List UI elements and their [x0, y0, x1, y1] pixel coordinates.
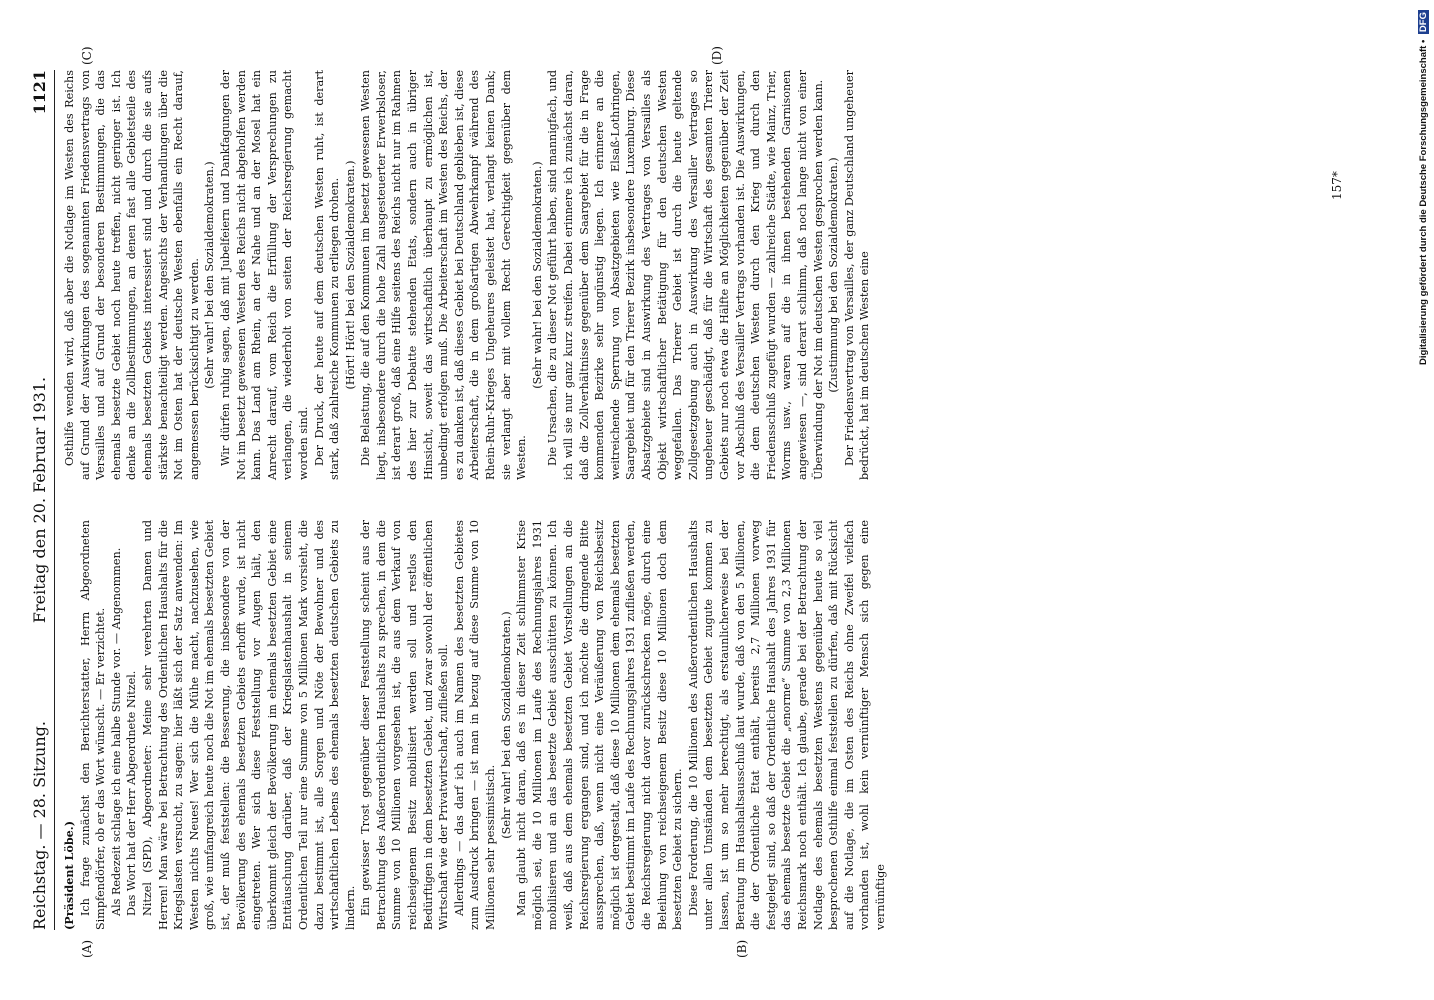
paragraph: Der Friedensvertrag von Versailles, der ganz Deutschland ungeheuer bedrückt, hat im deutschen Westen eine — [842, 70, 872, 480]
interjection: (Sehr wahr! bei den Sozialdemokraten.) — [530, 161, 544, 389]
speaker-heading: (Präsident Löbe.) — [62, 821, 76, 930]
page-header — [30, 70, 54, 930]
header-left: Reichstag. — 28. Sitzung. — [30, 721, 49, 930]
paragraph: Allerdings — das darf ich auch im Namen des besetzten Gebietes zum Ausdruck bringen — ist man in bezug auf diese Summe von 10 Millionen sehr pessimistisch. — [452, 520, 498, 930]
page-number: 1121 — [30, 70, 49, 115]
margin-mark-d: (D) — [710, 46, 724, 65]
paragraph: Das Wort hat der Herr Abgeordnete Nitzel. — [125, 670, 139, 916]
paragraph: Nitzel (SPD), Abgeordneter: Meine sehr verehrten Damen und Herren! Man wäre bei Betrachtung des Ordentlichen Haushalts für die Kriegslasten versucht, zu sagen: hier läßt sich der Satz anwenden: Im Westen nichts Neues! Wer sich die Mühe macht, nachzusehen, wie groß, wie umfangreich heute noch die Not im ehemals besetzten Gebiet ist, der muß feststellen: die Besserung, die insbesondere von der Bevölkerung des ehemals besetzten Gebiets erhofft wurde, ist nicht eingetreten. Wer sich diese Feststellung vor Augen hält, den überkommt gleich der Bevölkerung im ehemals besetzten Gebiet eine Enttäuschung darüber, daß der Kriegslastenhaushalt in seinem Ordentlichen Teil nur eine Summe von 5 Millionen Mark vorsieht, die dazu bestimmt ist, alle Sorgen und Nöte der Bewohner und des wirtschaftlichen Lebens des ehemals besetzten deutschen Gebiets zu lindern. — [140, 520, 357, 930]
margin-mark-a: (A) — [80, 939, 94, 958]
paragraph: Man glaubt nicht daran, daß es in dieser Zeit schlimmster Krise möglich sei, die 10 Millionen im Laufe des Rechnungsjahres 1931 mobilisieren und an das besetzte Gebiet ausschütten zu können. Ich weiß, daß aus dem ehemals besetzten Gebiet Vorstellungen an die Reichsregierung ergangen sind, und ich möchte die dringende Bitte aussprechen, daß, wenn nicht eine Veräußerung von Reichsbesitz möglich ist dergestalt, daß diese 10 Millionen dem ehemals besetzten Gebiet bestimmt im Laufe des Rechnungsjahres 1931 zufließen werden, die Reichsregierung nicht davor zurückschrecken möge, durch eine Beleihung von reichseigenem Besitz diese 10 Millionen doch dem besetzten Gebiet zu sichern. — [515, 520, 685, 930]
dfg-logo: DFG — [1418, 12, 1429, 33]
paragraph: Osthilfe wenden wird, daß aber die Notlage im Westen des Reichs auf Grund der Auswirkungen des sogenannten Friedensvertrags von Versailles und auf Grund der besonderen Bestimmungen, die das ehemals besetzte Gebiet noch heute treffen, nicht geringer ist. Ich denke an die Zollbestimmungen, an denen fast alle Gebietsteile des ehemals besetzten Gebiets interessiert sind und durch die sie aufs stärkste benachteiligt werden. Angesichts der Verhandlungen über die Not im Osten hat der deutsche Westen ebenfalls ein Recht darauf, angemessen berücksichtigt zu werden. — [63, 70, 201, 480]
paragraph: Als Redezeit schlage ich eine halbe Stunde vor. — Angenommen. — [109, 547, 123, 916]
header-rule — [54, 70, 55, 930]
margin-mark-b: (B) — [735, 939, 749, 958]
paragraph: Ein gewisser Trost gegenüber dieser Feststellung scheint aus der Betrachtung des Außerordentlichen Haushalts zu sprechen, in dem die Summe von 10 Millionen vorgesehen ist, die aus dem Verkauf von reichseigenem Besitz mobilisiert werden soll und restlos den Bedürftigen in dem besetzten Gebiet, und zwar sowohl der öffentlichen Wirtschaft wie der Privatwirtschaft, zufließen soll. — [359, 520, 451, 930]
paragraph: Ich frage zunächst den Berichterstatter, Herrn Abgeordneten Simpfendörfer, ob er das Wort wünscht. — Er verzichtet. — [78, 520, 108, 930]
interjection: (Zustimmung bei den Sozialdemokraten.) — [827, 157, 841, 393]
paragraph: Wir dürfen ruhig sagen, daß mit Jubelfeiern und Dankfagungen der Not im besetzt gewesenen Westen des Reichs nicht abgeholfen werden kann. Das Land am Rhein, an der Nahe und an der Mosel hat ein Anrecht darauf, vom Reich die Erfüllung der Versprechungen zu verlangen, die wiederholt von seiten der Reichsregierung gemacht worden sind. — [218, 70, 310, 480]
margin-mark-c: (C) — [80, 46, 94, 65]
paragraph: Der Druck, der heute auf dem deutschen Westen ruht, ist derart stark, daß zahlreiche Kommunen zu erliegen drohen. — [312, 70, 342, 480]
digitization-text: Digitalisierung gefördert durch die Deutsche Forschungsgemeinschaft • — [1418, 39, 1429, 366]
paragraph: Diese Forderung, die 10 Millionen des Außerordentlichen Haushalts unter allen Umständen dem besetzten Gebiet zugute kommen zu lassen, ist um so mehr berechtigt, als erstaunlicherweise bei der Beratung im Haushaltsausschuß laut wurde, daß von den 5 Millionen, die der Ordentliche Etat enthält, bereits 2,7 Millionen vorweg festgelegt sind, so daß der Ordentliche Haushalt des Jahres 1931 für das ehemals besetzte Gebiet die „enorme“ Summe von 2,3 Millionen Reichsmark noch enthält. Ich glaube, gerade bei der Betrachtung der Notlage des ehemals besetzten Westens gegenüber heute so viel besprochenen Osthilfe einmal feststellen zu dürfen, daß mit Rücksicht auf die Notlage, die im Osten des Reichs ohne Zweifel vielfach vorhanden ist, wohl kein vernünftiger Mensch sich gegen eine vernünftige — [686, 520, 887, 930]
paragraph: Die Belastung, die auf den Kommunen im besetzt gewesenen Westen liegt, insbesondere durch die hohe Zahl ausgesteuerter Erwerbsloser, ist derart groß, daß eine Hilfe seitens des Reichs nicht nur im Rahmen des hier zur Debatte stehenden Etats, sondern auch in übriger Hinsicht, soweit das wirtschaftlich überhaupt zu ermöglichen ist, unbedingt erfolgen muß. Die Arbeiterschaft im Westen des Reichs, der es zu danken ist, daß dieses Gebiet bei Deutschland geblieben ist, diese Arbeiterschaft, die in dem großartigen Abwehrkampf während des Rhein-Ruhr-Krieges Ungeheures geleistet hat, verlangt keinen Dank; sie verlangt aber mit vollem Recht Gerechtigkeit gegenüber dem Westen. — [359, 70, 529, 480]
paragraph: Die Ursachen, die zu dieser Not geführt haben, sind mannigfach, und ich will sie nur ganz kurz streifen. Dabei erinnere ich zunächst daran, daß die Zollverhältnisse gegenüber dem Saargebiet für die in Frage kommenden Bezirke sehr ungünstig liegen. Ich erinnere an die weitreichende Sperrung von Absatzgebieten wie Elsaß-Lothringen, Saargebiet und für den Trierer Bezirk insbesondere Luxemburg. Diese Absatzgebiete sind in Auswirkung des Vertrages von Versailles als Objekt wirtschaftlicher Betätigung für den deutschen Westen weggefallen. Das Trierer Gebiet ist durch die heute geltende Zollgesetzgebung auch in Auswirkung des Versailler Vertrages so ungeheuer geschädigt, daß für die Wirtschaft des gesamten Trierer Gebiets nur noch etwa die Hälfte an Möglichkeiten gegenüber der Zeit vor Abschluß des Versailler Vertrags vorhanden ist. Die Auswirkungen, die dem deutschen Westen durch den Krieg und durch den Friedensschluß zugefügt wurden — zahlreiche Städte, wie Mainz, Trier, Worms usw., waren auf die in ihnen bestehenden Garnisonen angewiesen —, sind derart schlimm, daß noch lange nicht von einer Überwindung der Not im deutschen Westen gesprochen werden kann. — [546, 70, 825, 480]
left-column — [62, 520, 888, 930]
sheet-number: 157* — [1330, 171, 1344, 200]
digitization-note — [1418, 10, 1432, 990]
header-date: Freitag den 20. Februar 1931. — [30, 376, 49, 624]
interjection: (Sehr wahr! bei den Sozialdemokraten.) — [499, 611, 513, 839]
interjection: (Hört! Hört! bei den Sozialdemokraten.) — [343, 160, 357, 390]
right-column — [62, 70, 873, 480]
interjection: (Sehr wahr! bei den Sozialdemokraten.) — [203, 161, 217, 389]
